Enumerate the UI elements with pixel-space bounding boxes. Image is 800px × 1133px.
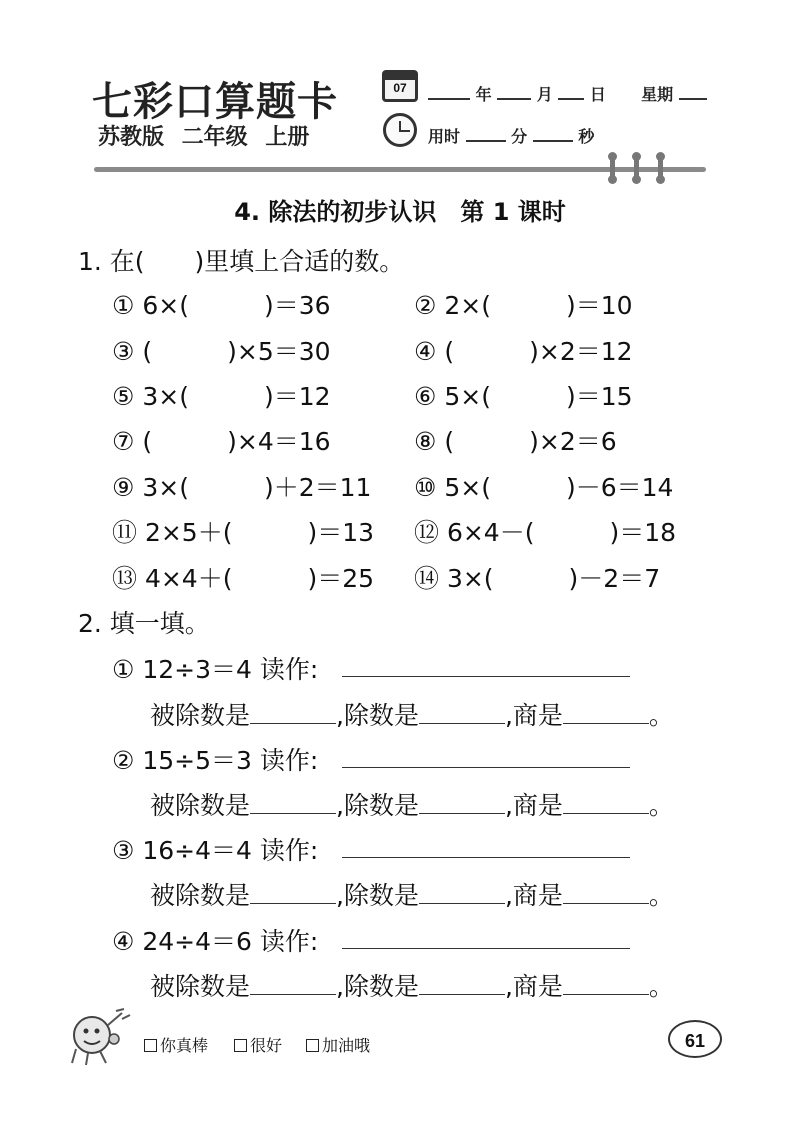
binder-ring-icon xyxy=(610,155,615,181)
clock-icon xyxy=(383,113,417,147)
quotient-label: ,商是 xyxy=(504,972,563,1001)
eval-label: 很好 xyxy=(250,1036,283,1055)
exercise-item[interactable]: ⑨ 3×( )＋2＝11 xyxy=(112,473,372,502)
quotient-label: ,商是 xyxy=(504,701,563,730)
period: 。 xyxy=(648,701,674,730)
quotient-label: ,商是 xyxy=(504,791,563,820)
division-parts-row xyxy=(150,876,674,912)
eval-label: 加油哦 xyxy=(322,1036,371,1055)
exercise-item[interactable]: ① 6×( )＝36 xyxy=(112,291,331,320)
eval-option[interactable] xyxy=(234,1033,282,1056)
month-blank[interactable] xyxy=(497,84,531,100)
exercise-item[interactable]: ⑪ 2×5＋( )＝13 xyxy=(112,518,375,547)
exercise-item[interactable]: ⑬ 4×4＋( )＝25 xyxy=(112,564,375,593)
weekday-label: 星期 xyxy=(641,85,674,104)
dividend-answer-line[interactable] xyxy=(250,881,336,904)
minutes-label: 分 xyxy=(511,127,528,146)
reading-answer-line[interactable] xyxy=(342,833,630,858)
division-expression: ① 12÷3＝4 读作: xyxy=(112,655,319,684)
exercise-item[interactable]: ③ ( )×5＝30 xyxy=(112,337,331,366)
eval-option[interactable] xyxy=(144,1033,208,1056)
division-parts-row xyxy=(150,696,674,732)
mascot-icon xyxy=(66,1005,136,1067)
divisor-answer-line[interactable] xyxy=(419,701,505,724)
division-parts-row xyxy=(150,967,674,1003)
calendar-number: 07 xyxy=(393,81,407,95)
binder-ring-icon xyxy=(658,155,663,181)
eval-label: 你真棒 xyxy=(160,1036,209,1055)
dividend-answer-line[interactable] xyxy=(250,972,336,995)
exercise-item[interactable]: ⑥ 5×( )＝15 xyxy=(414,382,633,411)
month-label: 月 xyxy=(536,85,553,104)
dividend-answer-line[interactable] xyxy=(250,791,336,814)
exercise-item[interactable]: ⑧ ( )×2＝6 xyxy=(414,427,617,456)
quotient-label: ,商是 xyxy=(504,881,563,910)
brand-title: 七彩口算题卡 xyxy=(92,79,338,125)
time-fields xyxy=(428,124,594,147)
dividend-label: 被除数是 xyxy=(150,972,251,1001)
binder-ring-icon xyxy=(634,155,639,181)
minutes-blank[interactable] xyxy=(466,126,506,142)
division-parts-row xyxy=(150,786,674,822)
seconds-label: 秒 xyxy=(578,127,595,146)
divisor-answer-line[interactable] xyxy=(419,881,505,904)
divisor-label: ,除数是 xyxy=(336,791,419,820)
checkbox-icon[interactable] xyxy=(306,1039,319,1052)
divisor-answer-line[interactable] xyxy=(419,972,505,995)
period: 。 xyxy=(648,972,674,1001)
divisor-label: ,除数是 xyxy=(336,881,419,910)
dividend-answer-line[interactable] xyxy=(250,701,336,724)
lesson-title: 4. 除法的初步认识 第 1 课时 xyxy=(234,198,566,226)
weekday-blank[interactable] xyxy=(679,84,707,100)
quotient-answer-line[interactable] xyxy=(563,701,649,724)
exercise-item[interactable]: ⑭ 3×( )－2＝7 xyxy=(414,564,661,593)
dividend-label: 被除数是 xyxy=(150,881,251,910)
day-blank[interactable] xyxy=(558,84,584,100)
period: 。 xyxy=(648,881,674,910)
division-expression: ③ 16÷4＝4 读作: xyxy=(112,836,319,865)
quotient-answer-line[interactable] xyxy=(563,791,649,814)
exercise-item[interactable]: ⑤ 3×( )＝12 xyxy=(112,382,331,411)
seconds-blank[interactable] xyxy=(533,126,573,142)
eval-option[interactable] xyxy=(306,1033,370,1056)
section2-title: 2. 填一填。 xyxy=(78,609,210,638)
exercise-item[interactable]: ⑫ 6×4－( )＝18 xyxy=(414,518,677,547)
calendar-icon xyxy=(382,70,418,102)
period: 。 xyxy=(648,791,674,820)
divisor-label: ,除数是 xyxy=(336,972,419,1001)
edition-subtitle: 苏教版 二年级 上册 xyxy=(98,125,310,150)
section1-title: 1. 在( )里填上合适的数。 xyxy=(78,247,405,276)
dividend-label: 被除数是 xyxy=(150,791,251,820)
exercise-item[interactable]: ⑦ ( )×4＝16 xyxy=(112,427,331,456)
year-label: 年 xyxy=(475,85,492,104)
time-used-label: 用时 xyxy=(428,127,461,146)
date-fields xyxy=(428,82,707,105)
quotient-answer-line[interactable] xyxy=(563,881,649,904)
checkbox-icon[interactable] xyxy=(144,1039,157,1052)
year-blank[interactable] xyxy=(428,84,470,100)
page-number: 61 xyxy=(668,1020,722,1058)
exercise-item[interactable]: ④ ( )×2＝12 xyxy=(414,337,633,366)
division-expression: ④ 24÷4＝6 读作: xyxy=(112,927,319,956)
divisor-label: ,除数是 xyxy=(336,701,419,730)
reading-answer-line[interactable] xyxy=(342,743,630,768)
day-label: 日 xyxy=(589,85,606,104)
division-expression: ② 15÷5＝3 读作: xyxy=(112,746,319,775)
reading-answer-line[interactable] xyxy=(342,924,630,949)
dividend-label: 被除数是 xyxy=(150,701,251,730)
divisor-answer-line[interactable] xyxy=(419,791,505,814)
quotient-answer-line[interactable] xyxy=(563,972,649,995)
reading-answer-line[interactable] xyxy=(342,652,630,677)
exercise-item[interactable]: ② 2×( )＝10 xyxy=(414,291,633,320)
exercise-item[interactable]: ⑩ 5×( )－6＝14 xyxy=(414,473,674,502)
checkbox-icon[interactable] xyxy=(234,1039,247,1052)
